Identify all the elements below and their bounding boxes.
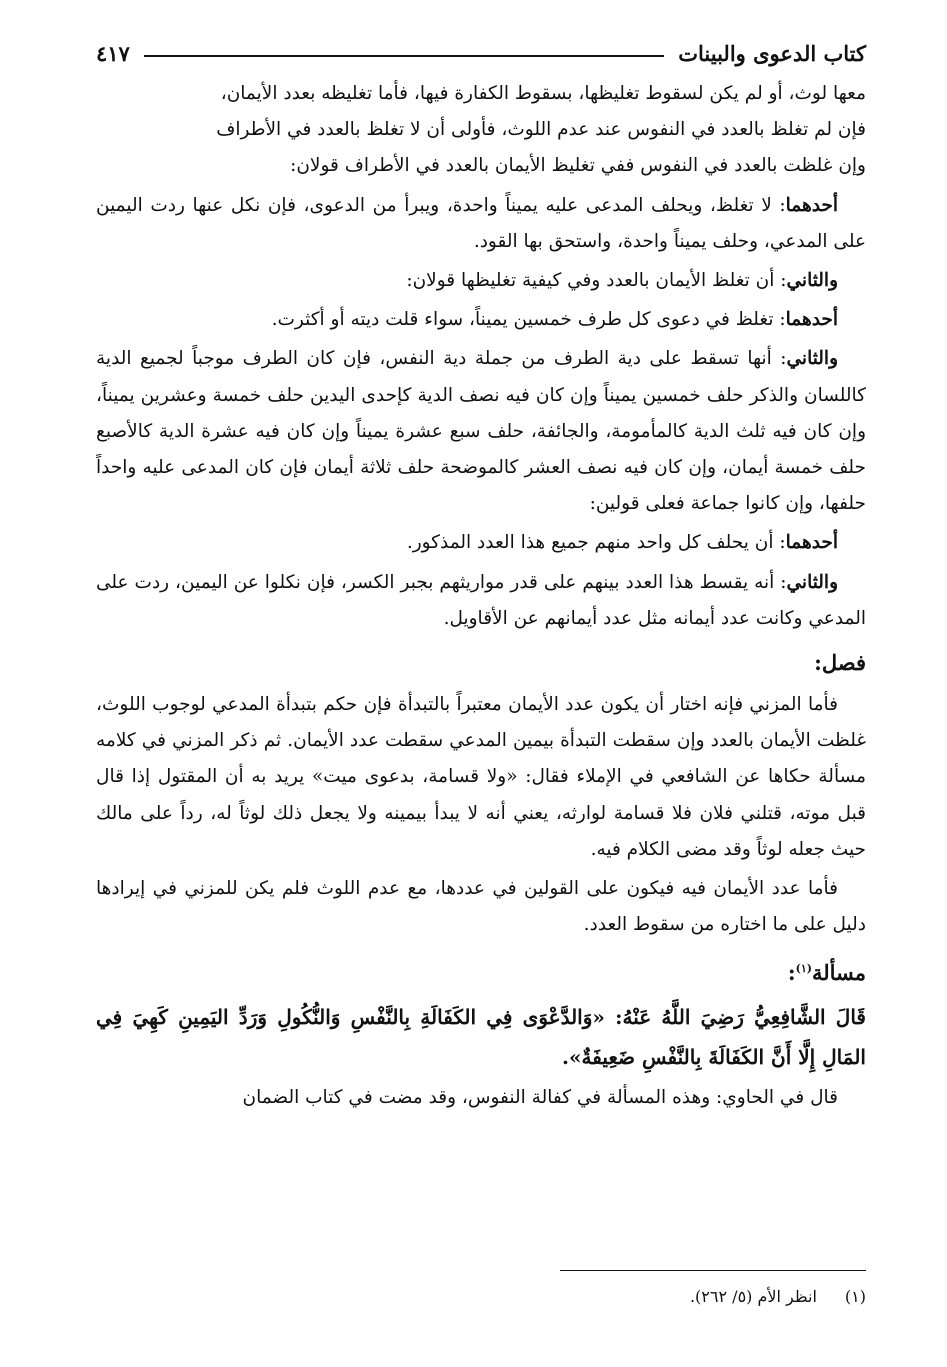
paragraph-lead: والثاني bbox=[786, 348, 838, 370]
paragraph: قال في الحاوي: وهذه المسألة في كفالة النفوس، وقد مضت في كتاب الضمان bbox=[242, 1087, 838, 1109]
paragraph-lead: أحدهما bbox=[785, 309, 838, 331]
quoted-text: قَالَ الشَّافِعِيُّ رَضِيَ اللَّهُ عَنْهُ: «وَالدَّعْوَى فِي الكَفَالَةِ بِالنَّفْسِ وَالنُّكُولِ وَرَدِّ اليَمِينِ كَهِيَ فِي المَالِ إِلَّا أَنَّ الكَفَالَةَ بِالنَّفْسِ ضَعِيفَةٌ». bbox=[96, 1005, 866, 1070]
masala-title: مسألة bbox=[811, 960, 866, 986]
paragraph-text: : لا تغلظ، ويحلف المدعى عليه يميناً واحدة، ويبرأ من الدعوى، فإن نكل عنها ردت اليمين على المدعي، وحلف يميناً واحدة، واستحق بها القود. bbox=[96, 194, 866, 252]
footnote-number: (١) bbox=[844, 1287, 866, 1306]
header-rule bbox=[144, 55, 664, 57]
paragraph-text: : أنها تسقط على دية الطرف من جملة دية النفس، فإن كان الطرف موجباً لجميع الدية كاللسان والذكر حلف خمسين يميناً وإن كان فيه نصف الدية كإحدى اليدين حلف خمسة وعشرين يميناً، وإن كان فيه ثلث الدية كالمأمومة، والجائفة، حلف سبع عشرة يميناً وإن كان فيه عشرة الدية كالأصبع حلف خمسة أيمان، وإن كان فيه نصف العشر كالموضحة حلف ثلاثة أيمان فإن كان المدعى عليه واحداً حلفها، وإن كانوا جماعة فعلى قولين: bbox=[96, 348, 866, 515]
paragraph-lead: والثاني bbox=[786, 571, 838, 593]
footnote-text: انظر الأم (٥/ ٢٦٢). bbox=[689, 1287, 817, 1306]
paragraph-line: وإن غلظت بالعدد في النفوس ففي تغليظ الأيمان بالعدد في الأطراف قولان: bbox=[290, 155, 866, 177]
paragraph-line: فإن لم تغلظ بالعدد في النفوس عند عدم اللوث، فأولى أن لا تغلظ بالعدد في الأطراف bbox=[216, 119, 866, 141]
paragraph-line: معها لوث، أو لم يكن لسقوط تغليظها، بسقوط الكفارة فيها، فأما تغليظه بعدد الأيمان، bbox=[220, 83, 866, 104]
footnote-marker: (١) bbox=[795, 962, 812, 976]
section-heading-fasl: فصل: bbox=[814, 650, 866, 676]
paragraph: فأما عدد الأيمان فيه فيكون على القولين في عددها، مع عدم اللوث فلم يكن للمزني في إيرادها دليل على ما اختاره من سقوط العدد. bbox=[96, 878, 866, 936]
paragraph: فأما المزني فإنه اختار أن يكون عدد الأيمان معتبراً بالتبدأة فإن حكم بتبدأة المدعي لوجوب اللوث، غلظت الأيمان بالعدد وإن سقطت التبدأة بيمين المدعي سقطت عدد الأيمان. ثم ذكر المزني في كلامه مسألة حكاها عن الشافعي في الإملاء فقال: «ولا قسامة، بدعوى ميت» يريد به أن المقتول إذا قال قبل موته، قتلني فلان فلا قسامة لوارثه، يعني أنه لا يبدأ بيمينه ولا يجعل ذلك لوثاً له، رداً على مالك حيث جعله لوثاً وقد مضى الكلام فيه. bbox=[96, 694, 866, 860]
paragraph bbox=[96, 565, 866, 637]
paragraph-text: : أنه يقسط هذا العدد بينهم على قدر مواريثهم بجبر الكسر، فإن نكلوا عن اليمين، ردت على المدعي وكانت عدد أيمانه مثل عدد أيمانهم عن الأقاويل. bbox=[96, 571, 866, 629]
footnote-rule bbox=[560, 1270, 866, 1271]
paragraph-lead: والثاني bbox=[786, 270, 838, 292]
paragraph-text: : تغلظ في دعوى كل طرف خمسين يميناً، سواء قلت ديته أو أكثرت. bbox=[271, 309, 786, 331]
paragraph bbox=[96, 341, 866, 522]
page bbox=[96, 30, 866, 1117]
paragraph bbox=[96, 188, 866, 260]
paragraph bbox=[96, 302, 866, 338]
masala-colon: : bbox=[787, 960, 796, 986]
paragraph-text: : أن يحلف كل واحد منهم جميع هذا العدد المذكور. bbox=[406, 532, 786, 554]
running-header bbox=[96, 30, 866, 76]
body-text bbox=[96, 76, 866, 1117]
paragraph bbox=[96, 263, 866, 299]
paragraph bbox=[96, 525, 866, 561]
page-number: ٤١٧ bbox=[96, 40, 130, 66]
paragraph-text: : أن تغلظ الأيمان بالعدد وفي كيفية تغليظها قولان: bbox=[406, 270, 787, 292]
paragraph-lead: أحدهما bbox=[785, 532, 838, 554]
book-title: كتاب الدعوى والبينات bbox=[678, 40, 866, 66]
section-heading-masala bbox=[96, 947, 866, 995]
paragraph-lead: أحدهما bbox=[785, 194, 838, 216]
footnote bbox=[690, 1287, 866, 1306]
